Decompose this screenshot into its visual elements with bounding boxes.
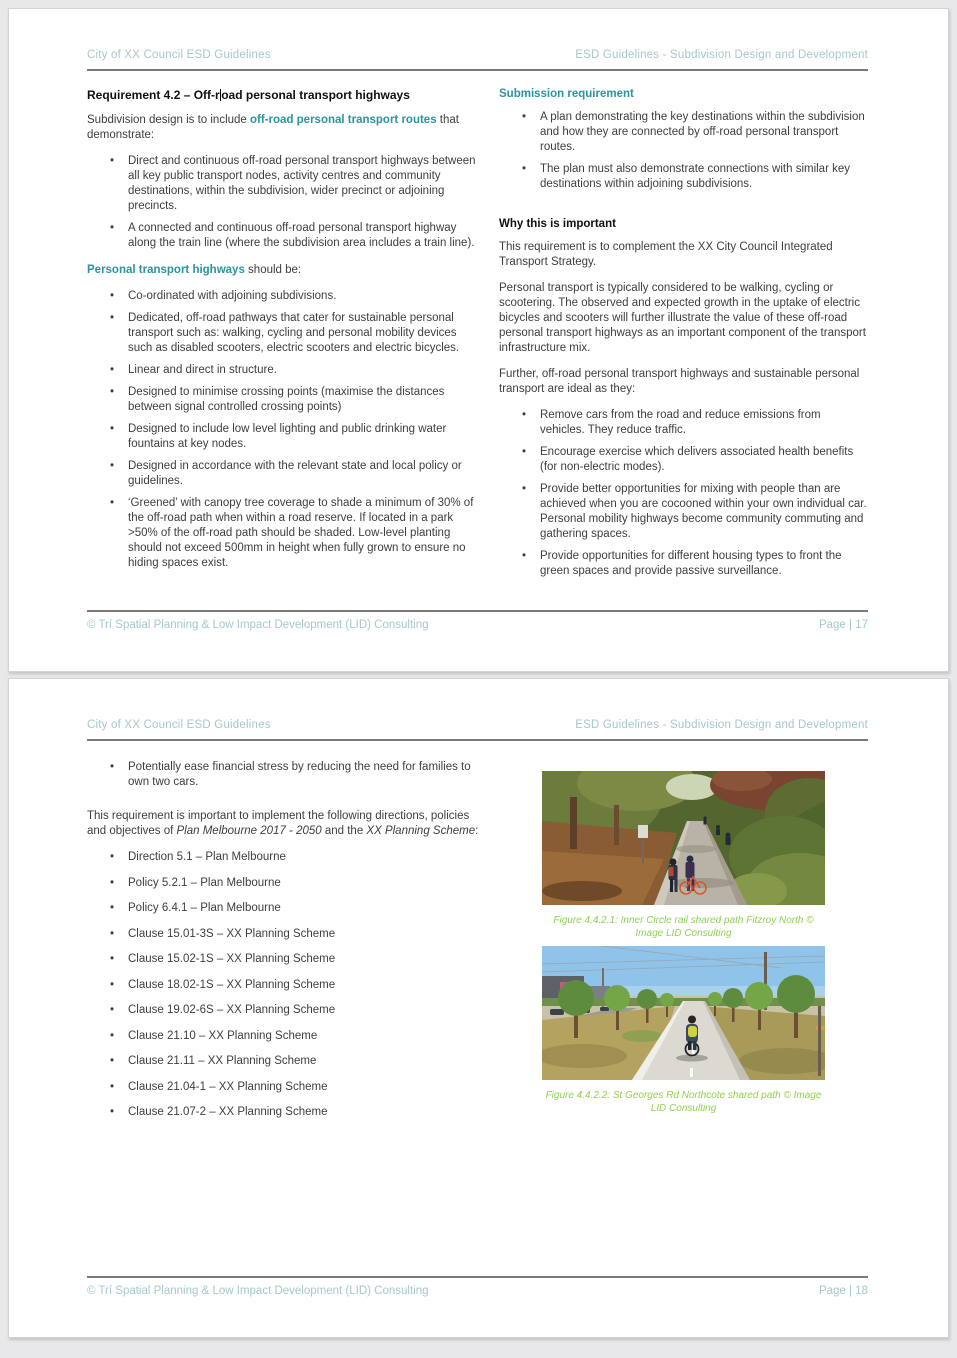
bullet-item: • The plan must also demonstrate connections with similar key destinations within adjoining subdivisions.	[522, 162, 868, 192]
header-right-text: ESD Guidelines - Subdivision Design and Development	[575, 719, 868, 731]
bullet-item: • Direct and continuous off-road personal transport highways between all key public transport nodes, activity centres and community destinations, within the subdivision, wider precinct or adjoining precincts.	[110, 154, 482, 214]
intro-part-post: that demonstrate:	[87, 114, 459, 141]
why-paragraph-3: Further, off-road personal transport highways and sustainable personal transport are ideal as they:	[499, 368, 860, 395]
bullet-item: • Designed to include low level lighting and public drinking water fountains at key nodes.	[110, 422, 482, 452]
bullet-item: • Clause 15.02-1S – XX Planning Scheme	[110, 952, 482, 967]
header-right-text: ESD Guidelines - Subdivision Design and Development	[575, 49, 868, 61]
subheading-part-post: should be:	[244, 264, 302, 276]
page-header	[87, 719, 868, 731]
left-column	[87, 758, 482, 1132]
bullet-item: • Policy 5.2.1 – Plan Melbourne	[110, 876, 482, 891]
document-page-18[interactable]	[8, 678, 949, 1338]
submission-requirement-heading: Submission requirement	[499, 88, 634, 100]
bullet-item: • Policy 6.4.1 – Plan Melbourne	[110, 901, 482, 916]
page-header	[87, 49, 868, 61]
bullet-item: • Co-ordinated with adjoining subdivisions.	[110, 289, 482, 304]
submission-bullet-list	[499, 110, 868, 192]
highways-subheading	[87, 263, 482, 278]
header-rule	[87, 69, 868, 71]
intro-part-teal: off-road personal transport routes	[250, 114, 437, 126]
bullet-item: • Clause 21.07-2 – XX Planning Scheme	[110, 1105, 482, 1120]
implement-part-italic-1: Plan Melbourne 2017 - 2050	[176, 825, 322, 837]
bullet-item: • Clause 18.02-1S – XX Planning Scheme	[110, 978, 482, 993]
document-page-17[interactable]	[8, 8, 949, 672]
page-footer	[87, 1276, 868, 1297]
why-paragraph-1: This requirement is to complement the XX City Council Integrated Transport Strategy.	[499, 241, 833, 268]
right-column	[499, 88, 868, 591]
bullet-item: • Encourage exercise which delivers associated health benefits (for non-electric modes).	[522, 445, 868, 475]
bullet-item: • Clause 21.11 – XX Planning Scheme	[110, 1054, 482, 1069]
why-paragraph-2: Personal transport is typically considered to be walking, cycling or scootering. The observed and expected growth in the uptake of electric bicycles and scooters will further illustrate the value of these off-road personal transport highways as an important component of the transport infrastructure mix.	[499, 282, 866, 354]
column-gutter	[482, 758, 499, 1132]
figure-2-caption: Figure 4.4.2.2: St Georges Rd Northcote shared path © Image LID Consulting	[545, 1090, 822, 1114]
footer-copyright-text: © Trí Spatial Planning & Low Impact Development (LID) Consulting	[87, 1285, 429, 1297]
bullet-item: • Dedicated, off-road pathways that cater for sustainable personal transport such as: walking, cycling and personal mobility devices such as disabled scooters, electric scooters and electric bicycles.	[110, 311, 482, 356]
bullet-item: • Potentially ease financial stress by reducing the need for families to own two cars.	[110, 760, 482, 790]
footer-page-number: Page | 18	[818, 1285, 868, 1297]
bullet-item: • Provide better opportunities for mixing with people than are achieved when you are cocooned within your own individual car. Personal mobility highways become community commuting and gathering spaces.	[522, 482, 868, 542]
footer-page-number: Page | 17	[818, 619, 868, 631]
why-bullet-list	[499, 408, 868, 579]
page-footer	[87, 610, 868, 631]
continued-bullet-list	[87, 760, 482, 790]
footer-copyright-text: © Trí Spatial Planning & Low Impact Development (LID) Consulting	[87, 619, 429, 631]
bullet-item: • Clause 15.01-3S – XX Planning Scheme	[110, 927, 482, 942]
bullet-item: • Linear and direct in structure.	[110, 363, 482, 378]
bullet-item: • Provide opportunities for different housing types to front the green spaces and provide passive surveillance.	[522, 549, 868, 579]
bullet-item: • Remove cars from the road and reduce emissions from vehicles. They reduce traffic.	[522, 408, 868, 438]
implement-part-1: This requirement is important to implement the following directions, policies and objectives of	[87, 810, 470, 837]
figure-1-caption: Figure 4.4.2.1: Inner Circle rail shared path Fitzroy North © Image LID Consulting	[553, 915, 814, 939]
routes-bullet-list	[87, 154, 482, 251]
figure-1	[542, 771, 825, 940]
bullet-item: • Direction 5.1 – Plan Melbourne	[110, 850, 482, 865]
intro-part-pre: Subdivision design is to include	[87, 114, 251, 126]
photo-inner-circle-rail-shared-path	[542, 771, 825, 905]
figure-2	[542, 946, 825, 1115]
title-part-pre: Requirement 4.2 – Off-r	[87, 88, 220, 102]
bullet-item: • ‘Greened’ with canopy tree coverage to shade a minimum of 30% of the off-road path when within a road reserve. If located in a park >50% of the off-road path should be shaded. Low-level planting should not exceed 500mm in height when fully grown to ensure no hiding spaces exist.	[110, 496, 482, 571]
right-column	[499, 758, 868, 1132]
requirement-title	[87, 88, 482, 103]
implement-part-3: :	[475, 825, 479, 837]
bullet-item: • Designed in accordance with the relevant state and local policy or guidelines.	[110, 459, 482, 489]
bullet-item: • Clause 19.02-6S – XX Planning Scheme	[110, 1003, 482, 1018]
implement-paragraph	[87, 809, 482, 839]
bullet-item: • Clause 21.10 – XX Planning Scheme	[110, 1029, 482, 1044]
left-column	[87, 88, 482, 591]
header-left-text: City of XX Council ESD Guidelines	[87, 719, 271, 731]
bullet-item: • Clause 21.04-1 – XX Planning Scheme	[110, 1080, 482, 1095]
bullet-item: • A plan demonstrating the key destinations within the subdivision and how they are connected by off-road personal transport routes.	[522, 110, 868, 155]
subheading-part-teal: Personal transport highways	[87, 264, 245, 276]
bullet-item: • Designed to minimise crossing points (maximise the distances between signal controlled crossing points)	[110, 385, 482, 415]
header-left-text: City of XX Council ESD Guidelines	[87, 49, 271, 61]
highways-bullet-list	[87, 289, 482, 571]
header-rule	[87, 739, 868, 741]
implement-part-2: and the	[321, 825, 367, 837]
photo-st-georges-rd-shared-path	[542, 946, 825, 1080]
bullet-item: • A connected and continuous off-road personal transport highway along the train line (where the subdivision area includes a train line).	[110, 221, 482, 251]
intro-paragraph	[87, 113, 482, 143]
why-important-heading: Why this is important	[499, 218, 616, 230]
title-part-post: oad personal transport highways	[221, 88, 410, 102]
column-gutter	[482, 88, 499, 591]
planning-scheme-list	[87, 850, 482, 1120]
implement-part-italic-2: XX Planning Scheme	[366, 825, 476, 837]
